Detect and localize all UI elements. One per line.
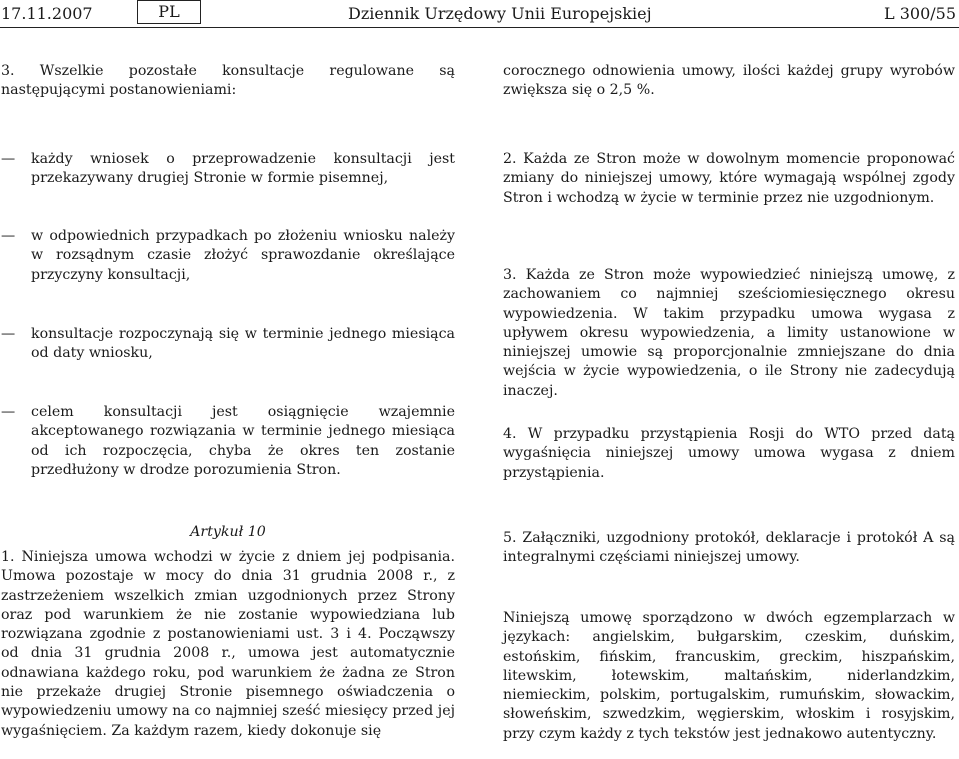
language-box: PL xyxy=(137,0,201,24)
paragraph-3-intro: 3. Wszelkie pozostałe konsultacje regulowane są następującymi postanowieniami: xyxy=(1,63,455,99)
header-divider xyxy=(0,27,959,28)
dash-marker: — xyxy=(1,151,16,167)
dash-marker: — xyxy=(1,228,16,244)
page-reference: L 300/55 xyxy=(884,4,956,23)
dash-marker: — xyxy=(1,404,16,420)
list-item xyxy=(1,325,455,364)
paragraph-5: 5. Załączniki, uzgodniony protokół, deklaracje i protokół A są integralnymi częściami niniejszej umowy. xyxy=(503,530,955,566)
list-item-text: konsultacje rozpoczynają się w terminie jednego miesiąca od daty wniosku, xyxy=(31,326,455,362)
paragraph-4: 4. W przypadku przystąpienia Rosji do WTO przed datą wygaśnięcia niniejszej umowy umowa wygasa z dniem przystąpienia. xyxy=(503,426,955,481)
dash-marker: — xyxy=(1,326,16,342)
list-item-text: celem konsultacji jest osiągnięcie wzajemnie akceptowanego rozwiązania w terminie jednego miesiąca od ich rozpoczęcia, chyba że okres ten zostanie przedłużony w drodze porozumienia Stron. xyxy=(31,404,455,478)
list-item xyxy=(1,227,455,285)
list-item xyxy=(1,150,455,189)
closing-paragraph: Niniejszą umowę sporządzono w dwóch egzemplarzach w językach: angielskim, bułgarskim, czeskim, duńskim, estońskim, fińskim, francuskim, greckim, hiszpańskim, litewskim, łotewskim, maltańskim, niderlandzkim, niemieckim, polskim, portugalskim, rumuńskim, słowackim, słoweńskim, szwedzkim, węgierskim, włoskim i rosyjskim, przy czym każdy z tych tekstów jest jednakowo autentyczny. xyxy=(503,610,955,742)
journal-title: Dziennik Urzędowy Unii Europejskiej xyxy=(348,4,652,23)
list-item-text: każdy wniosek o przeprowadzenie konsultacji jest przekazywany drugiej Stronie w formie pisemnej, xyxy=(31,151,455,187)
paragraph-3: 3. Każda ze Stron może wypowiedzieć niniejszą umowę, z zachowaniem co najmniej sześciomiesięcznego okresu wypowiedzenia. W takim przypadku umowa wygasa z upływem okresu wypowiedzenia, a limity ustanowione w niniejszej umowie są proporcjonalnie zmniejszane do dnia wejścia w życie wypowiedzenia, o ile Strony nie zadecydują inaczej. xyxy=(503,267,955,399)
list-item-text: w odpowiednich przypadkach po złożeniu wniosku należy w rozsądnym czasie złożyć sprawozdanie określające przyczyny konsultacji, xyxy=(31,228,455,283)
paragraph-2: 2. Każda ze Stron może w dowolnym momencie proponować zmiany do niniejszej umowy, które wymagają wspólnej zgody Stron i wchodzą w życie w terminie przez nie uzgodnionym. xyxy=(503,151,955,206)
publication-date: 17.11.2007 xyxy=(1,4,93,23)
article-title: Artykuł 10 xyxy=(190,524,266,540)
list-item xyxy=(1,403,455,480)
continued-paragraph: corocznego odnowienia umowy, ilości każdej grupy wyrobów zwiększa się o 2,5 %. xyxy=(503,63,955,99)
article-10-paragraph-1: 1. Niniejsza umowa wchodzi w życie z dniem jej podpisania. Umowa pozostaje w mocy do dnia 31 grudnia 2008 r., z zastrzeżeniem wszelkich zmian uzgodnionych przez Strony oraz pod warunkiem że nie zostanie wypowiedziana lub rozwiązana zgodnie z postanowieniami ust. 3 i 4. Począwszy od dnia 31 grudnia 2008 r., umowa jest automatycznie odnawiana każdego roku, pod warunkiem że żadna ze Stron nie przekaże drugiej Stronie pisemnego oświadczenia o wypowiedzeniu umowy na co najmniej sześć miesięcy przed jej wygaśnięciem. Za każdym razem, kiedy dokonuje się xyxy=(1,549,455,739)
